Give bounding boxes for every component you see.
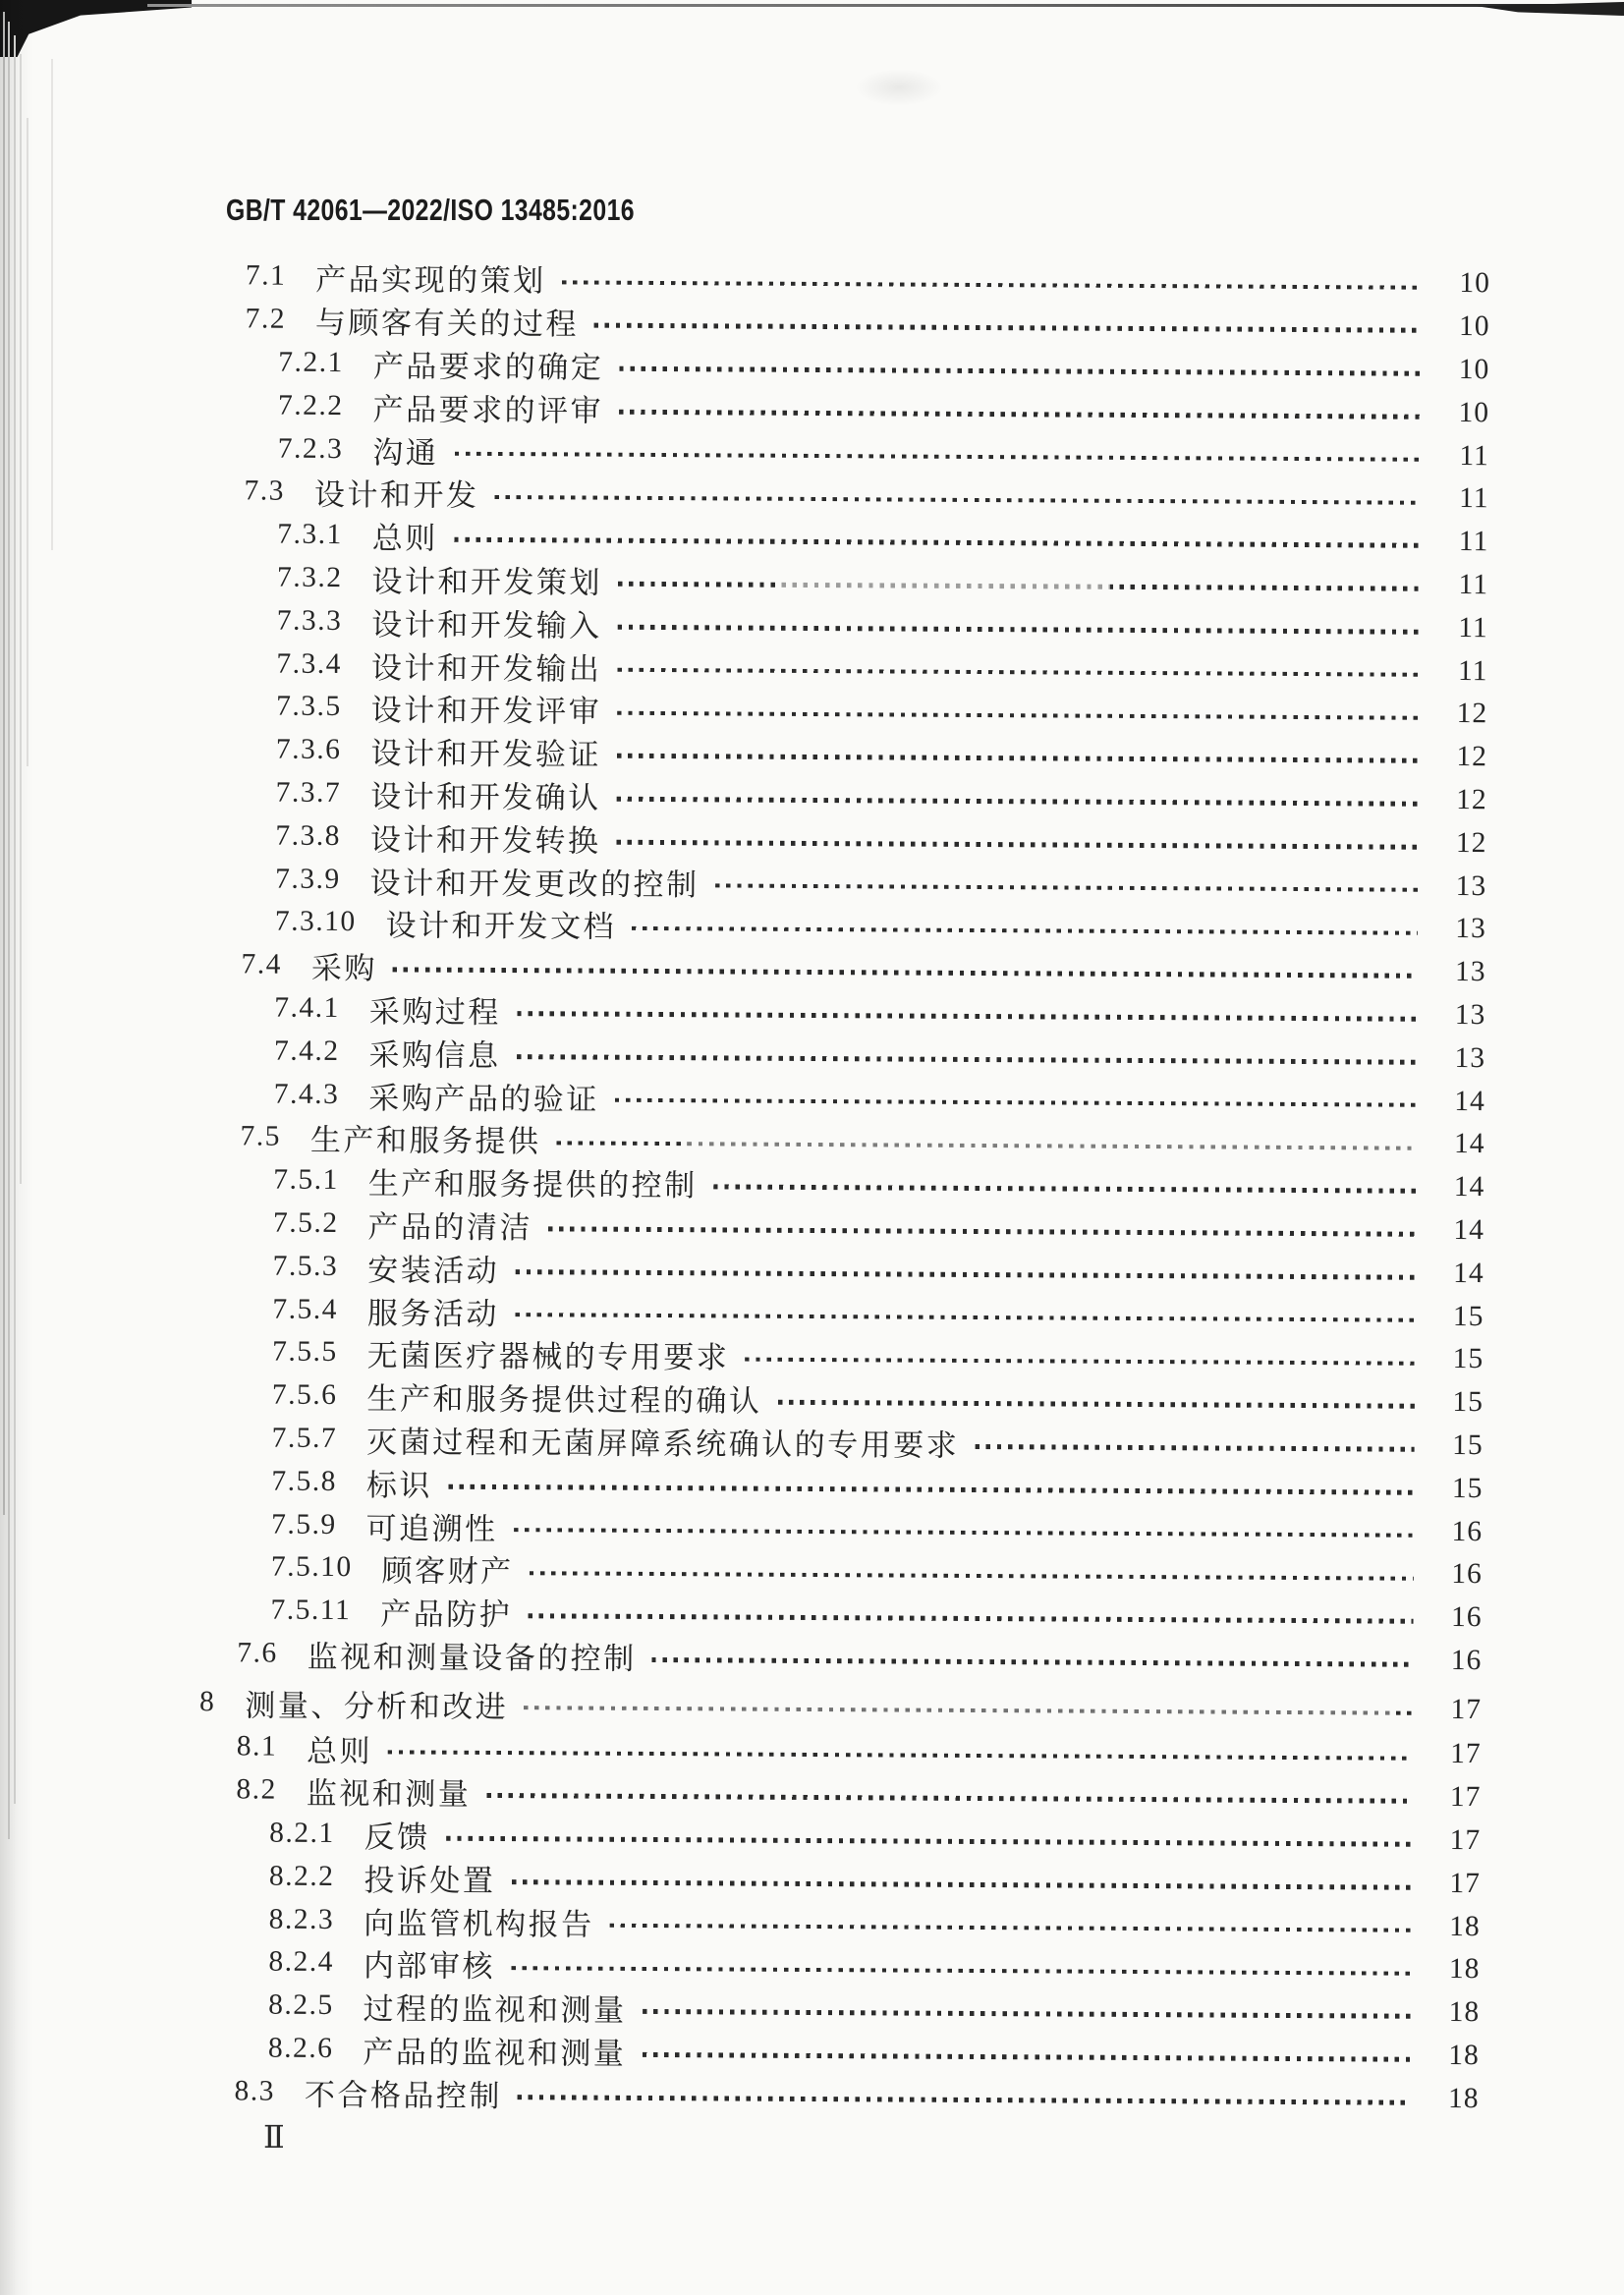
toc-entry-number: 7.4.1 [274,991,340,1024]
toc-leader-dots [446,1836,1413,1847]
toc-row [0,1630,1482,1682]
toc-page-number: 18 [1449,1910,1481,1942]
toc-entry-title: 设计和开发确认 [370,779,601,815]
toc-page-number: 18 [1448,1953,1481,1986]
toc-page-number: 12 [1456,783,1487,816]
toc-entry-title: 沟通 [372,434,439,471]
toc-entry-number: 8.2.4 [268,1946,335,1979]
toc-leader-dots [713,1185,1417,1194]
toc-leader-dots [454,452,1421,463]
toc-entry-title: 不合格品控制 [304,2077,503,2113]
toc-entry-number: 7.2.2 [277,389,344,421]
toc-entry-title: 采购 [310,951,378,986]
toc-entry-number: 7.3.5 [276,690,342,723]
toc-entry-number: 7.3.2 [276,561,343,594]
toc-leader-dots [556,1141,1416,1150]
toc-entry-number: 7.2 [245,303,287,335]
toc-page-number: 11 [1457,654,1488,687]
toc-entry-number: 7.4.3 [273,1078,340,1110]
toc-leader-dots [619,410,1421,420]
toc-page-number: 11 [1459,482,1489,515]
toc-leader-dots [632,925,1418,934]
scan-smudge [855,69,943,106]
toc-leader-dots [594,323,1422,333]
toc-entry-number: 7.5.2 [272,1206,339,1239]
toc-entry-title: 设计和开发策划 [371,564,603,600]
toc-entry-number: 7.3.10 [274,905,357,938]
toc-page-number: 11 [1459,439,1489,472]
page-header [226,193,635,228]
toc-row [0,2068,1480,2120]
toc-leader-dots [518,2095,1411,2104]
toc-entry-title: 无菌医疗器械的专用要求 [366,1338,730,1375]
toc-leader-dots [619,366,1421,376]
toc-entry-title: 设计和开发输入 [371,607,602,644]
toc-leader-dots [515,1269,1416,1279]
toc-page-number: 11 [1458,526,1489,558]
toc-page-number: 17 [1450,1693,1483,1725]
toc-entry-title: 内部审核 [363,1948,495,1985]
toc-entry-title: 设计和开发更改的控制 [369,865,700,902]
toc-entry-number: 7.3 [244,475,286,508]
toc-entry-number: 7.3.7 [275,776,342,809]
toc-page-number: 10 [1459,310,1490,343]
toc-entry-number: 8.1 [236,1730,278,1763]
toc-leader-dots [616,840,1418,850]
toc-entry-number: 7.2.3 [277,432,344,465]
toc-page-number: 15 [1452,1428,1484,1462]
toc-leader-dots [494,495,1420,505]
toc-leader-dots [486,1793,1412,1803]
toc-entry-number: 7.5.3 [272,1250,339,1282]
toc-entry-number: 7.2.1 [278,346,344,379]
toc-page-number: 10 [1458,353,1490,386]
scan-edge-line-top [147,4,1624,7]
toc-entry-title: 设计和开发转换 [369,821,601,859]
toc-entry-title: 标识 [365,1467,432,1503]
toc-entry-number: 7.3.4 [276,647,343,680]
toc-entry-number: 7.5.10 [270,1550,353,1584]
toc-entry-number: 7.3.3 [276,604,343,637]
toc-list [0,253,1624,2121]
toc-page-number: 17 [1450,1738,1482,1770]
toc-entry-title: 设计和开发输出 [370,649,602,687]
toc-leader-dots [514,1528,1415,1538]
toc-entry-number: 7.3.9 [275,863,341,895]
toc-entry-number: 7.3.6 [275,733,342,766]
toc-page-number: 13 [1454,1041,1486,1074]
toc-entry-title: 设计和开发 [313,477,479,514]
toc-entry-number: 8.2 [236,1773,277,1806]
toc-entry-number: 7.5.11 [270,1594,352,1627]
toc-leader-dots [511,1966,1412,1976]
toc-entry-title: 生产和服务提供过程的确认 [366,1381,762,1419]
toc-entry-title: 采购过程 [368,994,501,1030]
toc-page-number: 18 [1447,2082,1480,2114]
toc-entry-title: 反馈 [364,1819,430,1855]
toc-entry-number: 7.6 [237,1637,278,1669]
toc-entry-title: 生产和服务提供的控制 [367,1166,698,1203]
toc-leader-dots [618,625,1420,635]
toc-leader-dots [530,1571,1414,1581]
toc-entry-title: 设计和开发验证 [370,736,602,772]
toc-leader-dots [515,1313,1416,1322]
toc-page-number: 14 [1453,1257,1484,1289]
toc-entry-number: 8.3 [234,2075,276,2107]
toc-leader-dots [777,1400,1415,1409]
toc-entry-number: 7.4.2 [273,1035,340,1067]
toc-leader-dots [642,2052,1411,2061]
toc-leader-dots [617,754,1419,763]
toc-leader-dots [562,280,1422,290]
toc-entry-number: 7.3.8 [275,819,342,852]
toc-entry-title: 顾客财产 [381,1553,514,1590]
toc-entry-number: 7.5.9 [271,1508,337,1540]
toc-page-number: 13 [1455,869,1487,902]
toc-page-number: 14 [1454,1085,1485,1117]
toc-entry-number: 8.2.1 [269,1817,335,1850]
toc-leader-dots [617,710,1419,720]
toc-entry-title: 产品的清洁 [367,1209,533,1246]
toc-leader-dots [643,2009,1412,2018]
toc-page-number: 14 [1453,1128,1485,1160]
toc-entry-number: 7.1 [245,259,287,293]
toc-leader-dots [517,1011,1418,1021]
toc-page-number: 15 [1452,1386,1484,1419]
toc-page-number: 16 [1450,1601,1483,1634]
toc-entry-title: 监视和测量设备的控制 [307,1639,637,1676]
toc-leader-dots [388,1750,1413,1761]
toc-entry-title: 设计和开发评审 [370,693,602,730]
toc-page-number: 18 [1448,2040,1480,2072]
toc-leader-dots [610,1924,1412,1933]
toc-page-number: 13 [1454,998,1486,1032]
toc-page-number: 14 [1453,1171,1485,1203]
toc-entry-title: 产品要求的评审 [372,392,604,428]
toc-page-number: 16 [1451,1515,1484,1547]
toc-entry-number: 8.2.5 [268,1988,334,2022]
toc-leader-dots [618,582,1420,591]
toc-entry-title: 向监管机构报告 [364,1905,594,1942]
toc-leader-dots [511,1879,1412,1889]
toc-leader-dots [617,668,1419,678]
toc-page-number: 15 [1452,1300,1484,1332]
toc-leader-dots [745,1357,1415,1366]
toc-entry-number: 7.3.1 [277,518,343,551]
toc-leader-dots [524,1706,1413,1715]
toc-page-number: 16 [1451,1558,1483,1591]
toc-page-number: 14 [1453,1213,1485,1247]
toc-page-number: 17 [1449,1824,1482,1857]
toc-leader-dots [517,1054,1418,1064]
toc-page-number: 11 [1458,611,1488,644]
toc-entry-number: 7.5.5 [272,1335,338,1369]
standard-number: GB/T 42061—2022/ISO 13485:2016 [226,193,635,227]
toc-entry-number: 7.4 [241,948,283,980]
toc-entry-title: 产品防护 [380,1596,513,1633]
toc-entry-title: 投诉处置 [364,1863,496,1898]
toc-entry-title: 生产和服务提供 [309,1123,541,1159]
toc-entry-title: 产品要求的确定 [372,349,604,385]
toc-leader-dots [975,1444,1415,1451]
toc-page-number: 12 [1455,826,1487,859]
toc-leader-dots [448,1484,1415,1495]
toc-leader-dots [528,1614,1413,1624]
toc-entry-title: 总则 [306,1733,373,1768]
toc-entry-number: 8.2.6 [267,2032,334,2065]
toc-page-number: 15 [1452,1343,1484,1375]
toc-entry-title: 与顾客有关的过程 [314,306,580,342]
page-number-roman: Ⅱ [263,2118,285,2155]
toc-leader-dots [454,537,1421,548]
toc-entry-title: 采购信息 [368,1036,501,1073]
toc-row [0,1679,1482,1731]
toc-page-number: 17 [1449,1867,1482,1900]
toc-entry-number: 7.5.1 [273,1163,339,1197]
toc-entry-title: 过程的监视和测量 [363,1991,627,2029]
toc-page-number: 13 [1455,913,1486,945]
toc-leader-dots [393,968,1418,979]
toc-leader-dots [548,1226,1416,1236]
toc-entry-title: 安装活动 [367,1252,500,1288]
toc-entry-title: 产品的监视和测量 [363,2035,627,2071]
toc-entry-number: 7.5.6 [271,1378,338,1412]
toc-page-number: 18 [1448,1996,1481,2029]
toc-page-number: 16 [1450,1644,1483,1677]
toc-entry-title: 采购产品的验证 [368,1080,599,1117]
toc-leader-dots [652,1657,1414,1666]
toc-page-number: 10 [1458,396,1490,428]
toc-entry-title: 灭菌过程和无菌屏障系统确认的专用要求 [366,1425,960,1463]
toc-leader-dots [615,1097,1417,1107]
toc-entry-title: 服务活动 [366,1295,500,1331]
toc-page-number: 11 [1458,568,1489,601]
toc-leader-dots [617,797,1419,807]
toc-page-number: 12 [1456,741,1488,773]
toc-page-number: 15 [1451,1472,1484,1504]
toc-page-number: 12 [1456,698,1488,730]
toc-page-number: 10 [1459,267,1490,300]
toc-entry-number: 8 [198,1685,216,1717]
toc-entry-title: 监视和测量 [306,1776,472,1813]
toc-entry-number: 7.5.4 [272,1293,339,1325]
toc-entry-title: 测量、分析和改进 [245,1688,509,1724]
toc-entry-title: 可追溯性 [365,1510,498,1546]
toc-page-number: 17 [1449,1781,1482,1814]
toc-entry-title: 产品实现的策划 [315,262,546,299]
toc-entry-number: 7.5.8 [271,1465,338,1497]
page-footer [263,2118,285,2155]
toc-entry-number: 8.2.2 [268,1860,335,1892]
toc-entry-title: 总则 [371,521,438,556]
toc-leader-dots [715,883,1419,892]
toc-page-number: 13 [1454,956,1486,988]
toc-entry-number: 7.5 [240,1120,282,1152]
toc-entry-number: 8.2.3 [268,1903,335,1935]
toc-entry-number: 7.5.7 [271,1422,338,1454]
toc-entry-title: 设计和开发文档 [385,908,617,945]
